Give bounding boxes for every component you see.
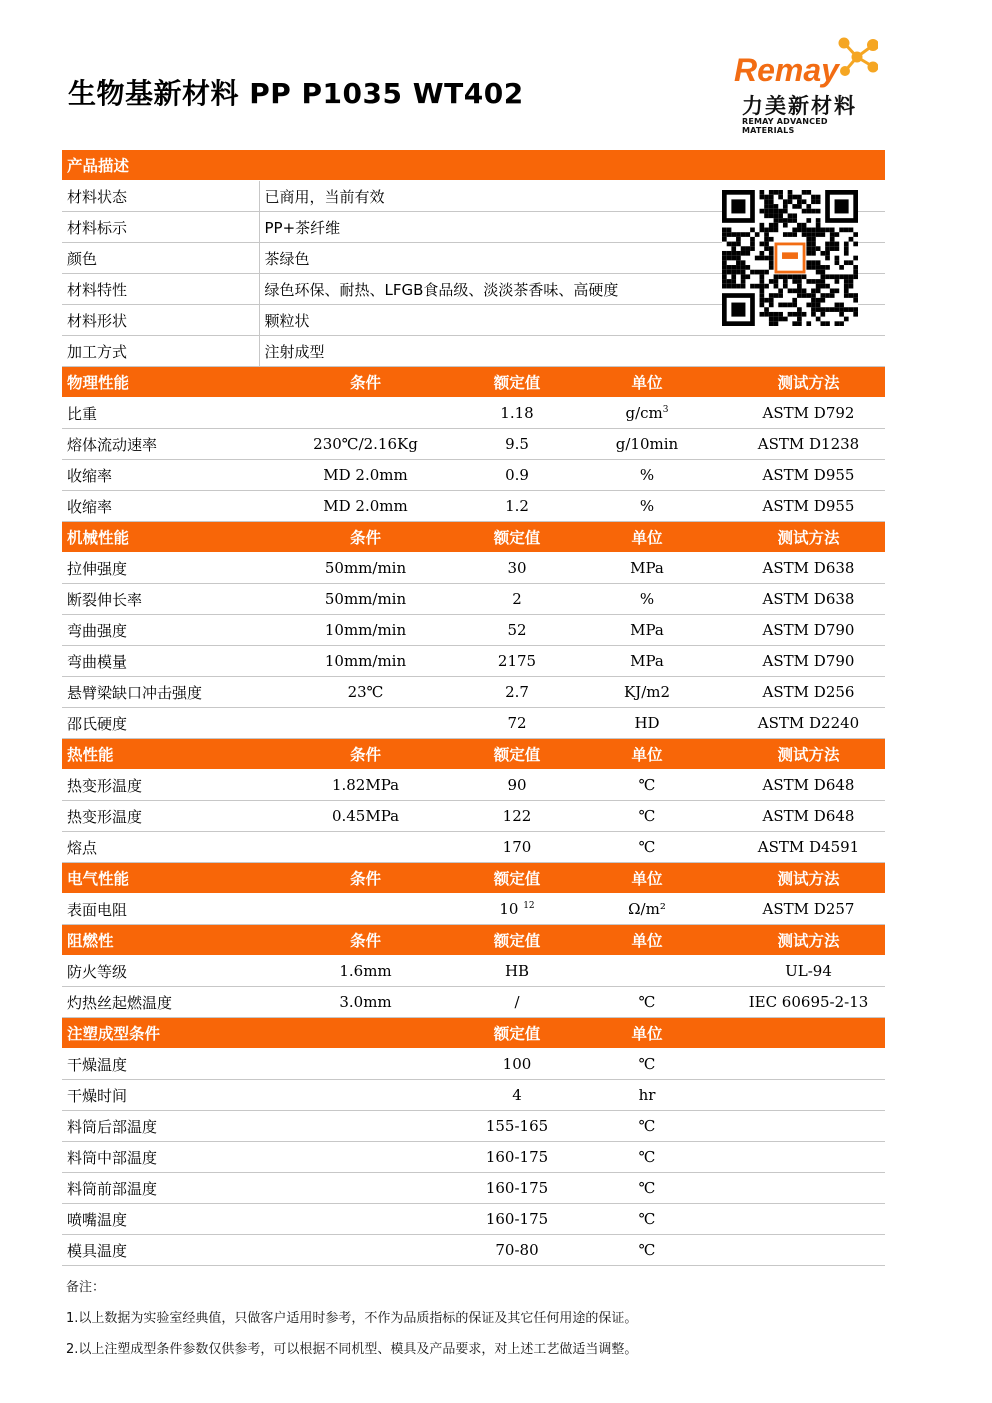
cell-unit: %	[562, 460, 732, 491]
cell-unit: MPa	[562, 615, 732, 646]
cell-test-method: ASTM D955	[732, 460, 885, 491]
properties-table	[62, 367, 885, 1266]
cell-property: 干燥温度	[62, 1049, 259, 1080]
header-property: 电气性能	[62, 863, 259, 894]
header-condition: 条件	[259, 367, 472, 398]
header-property: 阻燃性	[62, 925, 259, 956]
cell-property: 弯曲强度	[62, 615, 259, 646]
cell-property: 热变形温度	[62, 801, 259, 832]
cell-condition: 50mm/min	[259, 584, 472, 615]
cell-value: 30	[472, 553, 562, 584]
header-unit: 单位	[562, 1018, 732, 1049]
cell-condition	[259, 1049, 472, 1080]
cell-property: 邵氏硬度	[62, 708, 259, 739]
cell-property: 熔点	[62, 832, 259, 863]
cell-property: 弯曲模量	[62, 646, 259, 677]
table-row	[62, 553, 885, 584]
cell-value: 2.7	[472, 677, 562, 708]
description-label: 材料特性	[62, 274, 259, 305]
cell-unit: ℃	[562, 801, 732, 832]
header-value: 额定值	[472, 863, 562, 894]
cell-unit: ℃	[562, 832, 732, 863]
cell-property: 悬臂梁缺口冲击强度	[62, 677, 259, 708]
table-row	[62, 894, 885, 925]
header-property: 机械性能	[62, 522, 259, 553]
cell-test-method	[732, 1173, 885, 1204]
cell-condition: 0.45MPa	[259, 801, 472, 832]
table-row	[62, 801, 885, 832]
cell-condition: MD 2.0mm	[259, 460, 472, 491]
cell-condition: 3.0mm	[259, 987, 472, 1018]
note-1: 1.以上数据为实验室经典值，只做客户适用时参考，不作为品质指标的保证及其它任何用途的保证。	[66, 1311, 638, 1326]
description-value: PP+茶纤维	[259, 212, 885, 243]
cell-value: 4	[472, 1080, 562, 1111]
cell-unit: Ω/m²	[562, 894, 732, 925]
cell-condition	[259, 1173, 472, 1204]
description-value: 绿色环保、耐热、LFGB食品级、淡淡茶香味、高硬度	[259, 274, 885, 305]
cell-value: 1.2	[472, 491, 562, 522]
cell-property: 拉伸强度	[62, 553, 259, 584]
cell-unit: MPa	[562, 646, 732, 677]
header-condition	[259, 1018, 472, 1049]
section-header	[62, 739, 885, 770]
cell-unit: ℃	[562, 1204, 732, 1235]
header-property: 热性能	[62, 739, 259, 770]
cell-test-method	[732, 1235, 885, 1266]
cell-value: 1.18	[472, 398, 562, 429]
cell-value: /	[472, 987, 562, 1018]
table-row	[62, 1080, 885, 1111]
description-value: 茶绿色	[259, 243, 885, 274]
logo-wordmark: Remay	[734, 52, 839, 88]
description-value: 颗粒状	[259, 305, 885, 336]
cell-property: 热变形温度	[62, 770, 259, 801]
cell-value: 2175	[472, 646, 562, 677]
cell-test-method: ASTM D638	[732, 553, 885, 584]
note-2: 2.以上注塑成型条件参数仅供参考，可以根据不同机型、模具及产品要求，对上述工艺做适当调整。	[66, 1342, 638, 1357]
cell-unit: ℃	[562, 1049, 732, 1080]
molecule-icon	[836, 36, 878, 78]
logo-en: REMAY ADVANCED MATERIALS	[742, 117, 828, 135]
cell-condition: MD 2.0mm	[259, 491, 472, 522]
cell-unit: ℃	[562, 1173, 732, 1204]
cell-condition	[259, 1111, 472, 1142]
section-header	[62, 522, 885, 553]
section-header	[62, 1018, 885, 1049]
cell-unit: hr	[562, 1080, 732, 1111]
table-row	[62, 1204, 885, 1235]
cell-unit: %	[562, 491, 732, 522]
notes	[66, 1272, 637, 1365]
cell-value: HB	[472, 956, 562, 987]
header-property: 注塑成型条件	[62, 1018, 259, 1049]
description-label: 材料标示	[62, 212, 259, 243]
section-header	[62, 925, 885, 956]
cell-condition	[259, 398, 472, 429]
cell-unit: MPa	[562, 553, 732, 584]
cell-property: 料筒后部温度	[62, 1111, 259, 1142]
cell-test-method: ASTM D4591	[732, 832, 885, 863]
cell-test-method: ASTM D648	[732, 770, 885, 801]
header-condition: 条件	[259, 739, 472, 770]
qr-code	[722, 190, 858, 326]
header-value: 额定值	[472, 367, 562, 398]
cell-unit: ℃	[562, 1142, 732, 1173]
header-unit: 单位	[562, 522, 732, 553]
cell-test-method: ASTM D790	[732, 646, 885, 677]
description-header: 产品描述	[62, 150, 885, 181]
cell-property: 喷嘴温度	[62, 1204, 259, 1235]
table-row	[62, 956, 885, 987]
cell-value: 100	[472, 1049, 562, 1080]
description-value: 注射成型	[259, 336, 885, 367]
cell-unit: ℃	[562, 1235, 732, 1266]
cell-test-method: ASTM D648	[732, 801, 885, 832]
cell-condition	[259, 832, 472, 863]
cell-test-method	[732, 1049, 885, 1080]
cell-value: 155-165	[472, 1111, 562, 1142]
cell-value: 52	[472, 615, 562, 646]
header-value: 额定值	[472, 739, 562, 770]
cell-property: 熔体流动速率	[62, 429, 259, 460]
cell-property: 比重	[62, 398, 259, 429]
cell-test-method: ASTM D955	[732, 491, 885, 522]
cell-value: 10 $^{12}$	[472, 894, 562, 925]
header-test-method: 测试方法	[732, 863, 885, 894]
cell-property: 收缩率	[62, 491, 259, 522]
table-row	[62, 708, 885, 739]
cell-test-method: ASTM D792	[732, 398, 885, 429]
cell-condition	[259, 1204, 472, 1235]
section-header	[62, 863, 885, 894]
cell-condition: 10mm/min	[259, 646, 472, 677]
logo-cn: 力美新材料	[742, 94, 857, 118]
cell-property: 表面电阻	[62, 894, 259, 925]
description-row	[62, 336, 885, 367]
cell-value: 122	[472, 801, 562, 832]
cell-property: 收缩率	[62, 460, 259, 491]
table-row	[62, 615, 885, 646]
cell-value: 160-175	[472, 1204, 562, 1235]
cell-property: 灼热丝起燃温度	[62, 987, 259, 1018]
header-value: 额定值	[472, 1018, 562, 1049]
description-value: 已商用，当前有效	[259, 181, 885, 212]
cell-condition: 1.6mm	[259, 956, 472, 987]
cell-property: 断裂伸长率	[62, 584, 259, 615]
table-row	[62, 1142, 885, 1173]
cell-unit: $g/cm^3$	[562, 398, 732, 429]
description-label: 颜色	[62, 243, 259, 274]
table-row	[62, 770, 885, 801]
cell-test-method: ASTM D2240	[732, 708, 885, 739]
description-label: 材料形状	[62, 305, 259, 336]
table-row	[62, 677, 885, 708]
table-row	[62, 646, 885, 677]
header-condition: 条件	[259, 863, 472, 894]
cell-condition: 10mm/min	[259, 615, 472, 646]
header-condition: 条件	[259, 925, 472, 956]
cell-condition: 230℃/2.16Kg	[259, 429, 472, 460]
cell-condition	[259, 1235, 472, 1266]
table-row	[62, 1235, 885, 1266]
cell-value: 160-175	[472, 1173, 562, 1204]
section-header	[62, 367, 885, 398]
table-row	[62, 460, 885, 491]
table-row	[62, 987, 885, 1018]
cell-value: 70-80	[472, 1235, 562, 1266]
header-test-method: 测试方法	[732, 367, 885, 398]
header-value: 额定值	[472, 925, 562, 956]
cell-property: 料筒中部温度	[62, 1142, 259, 1173]
cell-unit: ℃	[562, 1111, 732, 1142]
cell-condition	[259, 894, 472, 925]
cell-property: 模具温度	[62, 1235, 259, 1266]
cell-property: 料筒前部温度	[62, 1173, 259, 1204]
header-value: 额定值	[472, 522, 562, 553]
table-row	[62, 1049, 885, 1080]
table-row	[62, 491, 885, 522]
header-test-method	[732, 1018, 885, 1049]
cell-test-method: ASTM D257	[732, 894, 885, 925]
description-label: 材料状态	[62, 181, 259, 212]
cell-test-method	[732, 1142, 885, 1173]
header-unit: 单位	[562, 367, 732, 398]
table-row	[62, 429, 885, 460]
header-unit: 单位	[562, 925, 732, 956]
cell-condition	[259, 708, 472, 739]
cell-unit: g/10min	[562, 429, 732, 460]
cell-condition: 50mm/min	[259, 553, 472, 584]
cell-value: 0.9	[472, 460, 562, 491]
cell-value: 170	[472, 832, 562, 863]
cell-test-method: IEC 60695-2-13	[732, 987, 885, 1018]
cell-test-method: ASTM D790	[732, 615, 885, 646]
cell-condition	[259, 1142, 472, 1173]
cell-test-method: ASTM D638	[732, 584, 885, 615]
cell-test-method: ASTM D256	[732, 677, 885, 708]
notes-title: 备注：	[66, 1280, 106, 1295]
header-property: 物理性能	[62, 367, 259, 398]
cell-condition: 1.82MPa	[259, 770, 472, 801]
header-test-method: 测试方法	[732, 522, 885, 553]
cell-test-method: UL-94	[732, 956, 885, 987]
table-row	[62, 832, 885, 863]
cell-property: 干燥时间	[62, 1080, 259, 1111]
header-unit: 单位	[562, 739, 732, 770]
cell-unit: ℃	[562, 770, 732, 801]
cell-unit: %	[562, 584, 732, 615]
cell-unit: KJ/m2	[562, 677, 732, 708]
cell-test-method	[732, 1111, 885, 1142]
remay-logo	[728, 36, 878, 135]
cell-unit: ℃	[562, 987, 732, 1018]
cell-unit: HD	[562, 708, 732, 739]
cell-value: 72	[472, 708, 562, 739]
cell-value: 90	[472, 770, 562, 801]
header-unit: 单位	[562, 863, 732, 894]
cell-unit	[562, 956, 732, 987]
cell-value: 160-175	[472, 1142, 562, 1173]
table-row	[62, 1111, 885, 1142]
table-row	[62, 584, 885, 615]
cell-test-method	[732, 1204, 885, 1235]
page-title: 生物基新材料 PP P1035 WT402	[68, 77, 524, 110]
table-row	[62, 398, 885, 429]
cell-test-method	[732, 1080, 885, 1111]
description-label: 加工方式	[62, 336, 259, 367]
header-condition: 条件	[259, 522, 472, 553]
cell-condition	[259, 1080, 472, 1111]
header-test-method: 测试方法	[732, 925, 885, 956]
cell-value: 9.5	[472, 429, 562, 460]
header-test-method: 测试方法	[732, 739, 885, 770]
cell-condition: 23℃	[259, 677, 472, 708]
cell-value: 2	[472, 584, 562, 615]
cell-test-method: ASTM D1238	[732, 429, 885, 460]
cell-property: 防火等级	[62, 956, 259, 987]
table-row	[62, 1173, 885, 1204]
